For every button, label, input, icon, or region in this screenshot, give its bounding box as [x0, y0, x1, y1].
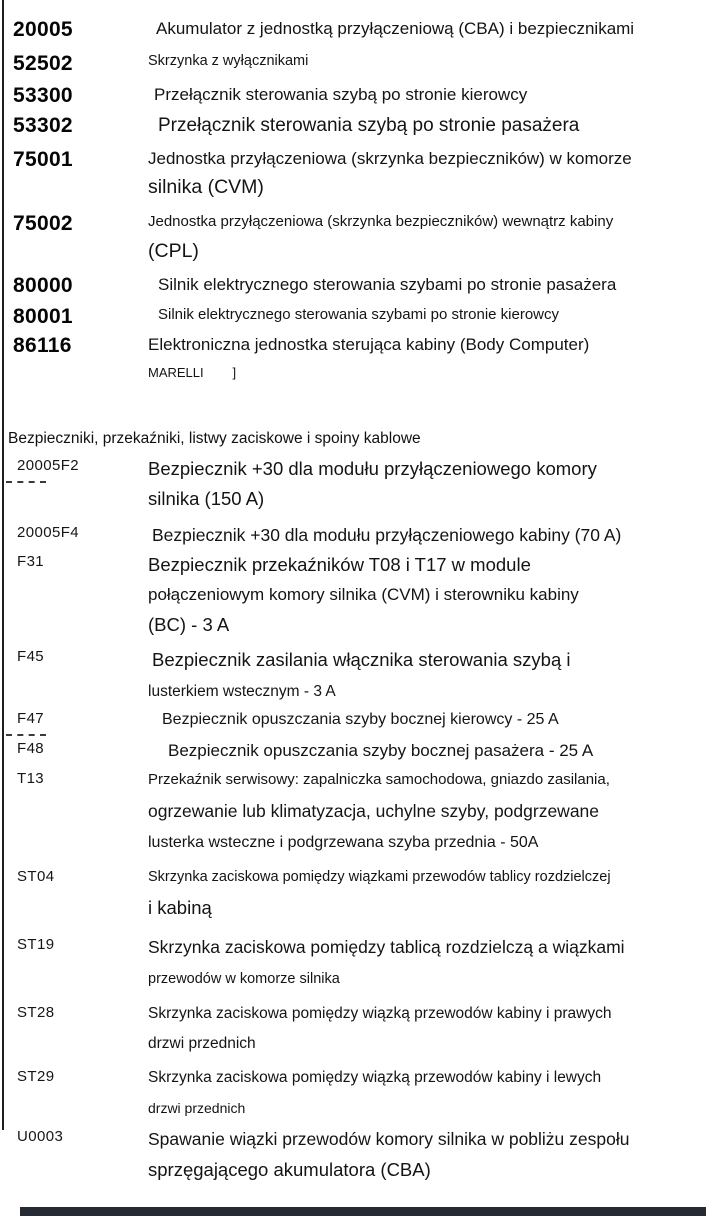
- description-line: ogrzewanie lub klimatyzacja, uchylne szyby, podgrzewane: [148, 800, 600, 821]
- component-code: F45: [17, 648, 45, 665]
- component-description: [148, 84, 702, 106]
- description-line: Bezpiecznik zasilania włącznika sterowania szybą i: [152, 649, 571, 670]
- description-line: drzwi przednich: [148, 1035, 256, 1053]
- component-code: 86116: [13, 334, 72, 357]
- component-code: 20005F2: [17, 457, 80, 474]
- description-line: Skrzynka zaciskowa pomiędzy wiązkami przewodów tablicy rozdzielczej: [148, 869, 611, 885]
- description-line: Skrzynka zaciskowa pomiędzy tablicą rozdzielczą a wiązkami: [148, 937, 625, 957]
- description-line: Skrzynka zaciskowa pomiędzy wiązką przewodów kabiny i prawych: [148, 1005, 612, 1022]
- component-code: ST28: [17, 1004, 55, 1021]
- description-line: Bezpiecznik +30 dla modułu przyłączeniowego komory: [148, 458, 597, 479]
- description-line: Jednostka przyłączeniowa (skrzynka bezpieczników) wewnątrz kabiny: [148, 213, 614, 230]
- description-line: Skrzynka zaciskowa pomiędzy wiązką przewodów kabiny i lewych: [148, 1069, 602, 1086]
- component-description: [148, 18, 702, 40]
- component-code: 20005F4: [17, 524, 80, 541]
- component-description: [148, 1128, 702, 1182]
- description-line: Silnik elektrycznego sterowania szybami po stronie kierowcy: [158, 306, 560, 323]
- description-line: (CPL): [148, 239, 199, 262]
- component-code: ST04: [17, 868, 55, 885]
- description-line: Bezpiecznik przekaźników T08 i T17 w module: [148, 554, 531, 575]
- component-code: F48: [17, 740, 45, 757]
- component-description: [148, 524, 702, 547]
- description-line: lusterka wsteczne i podgrzewana szyba przednia - 50A: [148, 834, 539, 852]
- fuses-section-header: Bezpieczniki, przekaźniki, listwy zaciskowe i spoiny kablowe: [8, 430, 421, 447]
- component-description: [148, 457, 702, 511]
- description-line: Akumulator z jednostką przyłączeniową (CBA) i bezpiecznikami: [156, 19, 635, 38]
- description-line: Bezpiecznik +30 dla modułu przyłączeniowego kabiny (70 A): [152, 525, 622, 545]
- description-line: (BC) - 3 A: [148, 614, 230, 636]
- component-description: [148, 770, 702, 854]
- component-description: [148, 1068, 702, 1117]
- component-code: 20005: [13, 18, 73, 41]
- component-code: 80001: [13, 305, 73, 328]
- component-description: [148, 114, 702, 139]
- description-line: przewodów w komorze silnika: [148, 970, 340, 987]
- description-line: połączeniowym komory silnika (CVM) i sterowniku kabiny: [148, 585, 579, 605]
- description-line: lusterkiem wstecznym - 3 A: [148, 683, 336, 701]
- description-line: drzwi przednich: [148, 1100, 246, 1117]
- description-line: i kabiną: [148, 896, 212, 918]
- component-description: [148, 936, 702, 989]
- description-line: Bezpiecznik opuszczania szyby bocznej pasażera - 25 A: [168, 741, 594, 760]
- component-code: 53302: [13, 114, 73, 137]
- description-line: Skrzynka z wyłącznikami: [148, 53, 309, 69]
- component-code: T13: [17, 770, 45, 787]
- component-description: [148, 648, 702, 702]
- component-description: [148, 868, 702, 920]
- description-line: Przełącznik sterowania szybą po stronie pasażera: [158, 115, 580, 136]
- description-line: Spawanie wiązki przewodów komory silnika w pobliżu zespołu: [148, 1129, 630, 1149]
- description-line: silnika (CVM): [148, 176, 264, 199]
- description-line: Jednostka przyłączeniowa (skrzynka bezpieczników) w komorze: [148, 149, 632, 168]
- component-description: [148, 740, 702, 762]
- component-code: 80000: [13, 274, 73, 297]
- component-code: F47: [17, 710, 45, 727]
- page-left-border-line: [2, 0, 4, 1130]
- component-code: U0003: [17, 1128, 64, 1145]
- component-description: [148, 274, 702, 296]
- component-description: [148, 212, 702, 264]
- description-line: Bezpiecznik opuszczania szyby bocznej kierowcy - 25 A: [162, 711, 559, 728]
- description-line: Elektroniczna jednostka sterująca kabiny (Body Computer): [148, 335, 590, 354]
- component-description: [148, 710, 702, 731]
- description-line: Silnik elektrycznego sterowania szybami po stronie pasażera: [158, 275, 617, 294]
- scan-dash-artifact: [6, 481, 46, 483]
- component-code: 75001: [13, 148, 73, 171]
- description-line: MARELLI ]: [148, 365, 237, 381]
- component-code: ST29: [17, 1068, 55, 1085]
- component-code: 53300: [13, 84, 73, 107]
- scan-dash-artifact: [6, 734, 46, 736]
- description-line: sprzęgającego akumulatora (CBA): [148, 1158, 431, 1180]
- component-code: F31: [17, 553, 45, 570]
- component-description: [148, 1004, 702, 1054]
- next-table-header-bar: [20, 1207, 706, 1216]
- component-code: ST19: [17, 936, 55, 953]
- description-line: silnika (150 A): [148, 488, 265, 510]
- component-code: 75002: [13, 212, 73, 235]
- description-line: Przekaźnik serwisowy: zapalniczka samochodowa, gniazdo zasilania,: [148, 771, 610, 788]
- component-description: [148, 334, 702, 382]
- component-description: [148, 305, 702, 325]
- description-line: Przełącznik sterowania szybą po stronie kierowcy: [154, 85, 528, 104]
- component-description: [148, 553, 702, 637]
- component-description: [148, 148, 702, 200]
- component-code: 52502: [13, 52, 73, 75]
- component-description: [148, 52, 702, 71]
